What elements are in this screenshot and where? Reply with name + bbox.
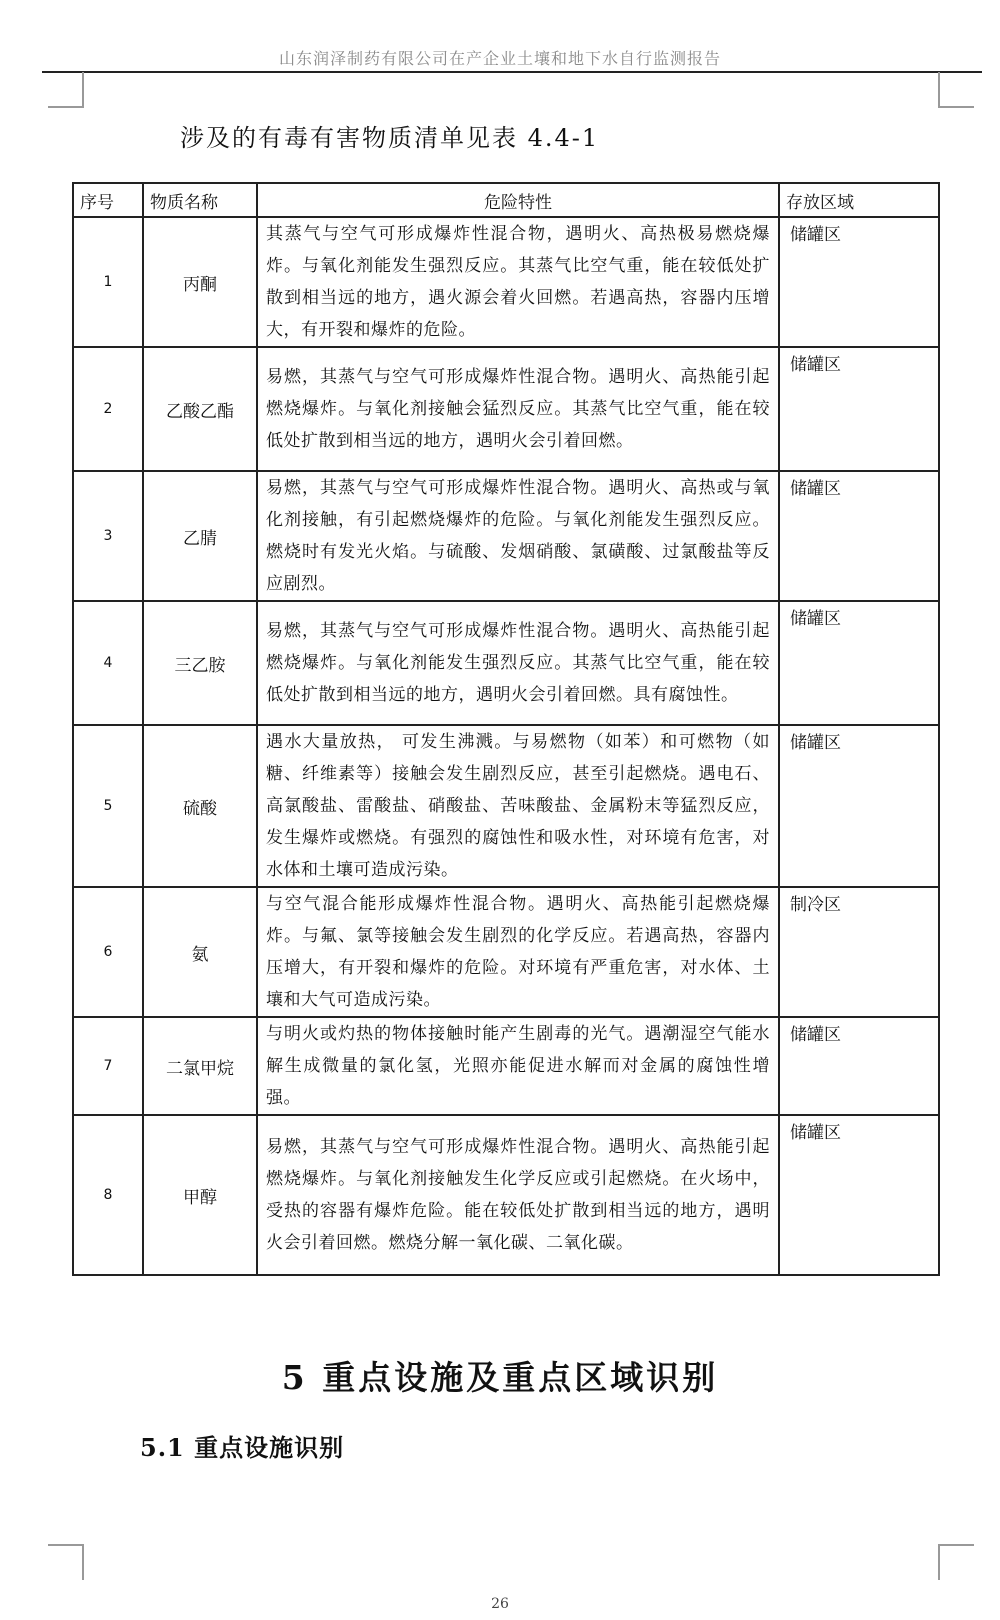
substance-name: 三乙胺: [143, 601, 257, 725]
hazard-description: 易燃，其蒸气与空气可形成爆炸性混合物。遇明火、高热能引起燃烧爆炸。与氧化剂能发生强烈反应。其蒸气比空气重，能在较低处扩散到相当远的地方，遇明火会引着回燃。具有腐蚀性。: [257, 601, 779, 725]
hazard-description: 与空气混合能形成爆炸性混合物。遇明火、高热能引起燃烧爆炸。与氟、氯等接触会发生剧烈的化学反应。若遇高热，容器内压增大，有开裂和爆炸的危险。对环境有严重危害，对水体、土壤和大气可造成污染。: [257, 887, 779, 1017]
header-storage-area: 存放区域: [779, 183, 939, 217]
hazard-description: 其蒸气与空气可形成爆炸性混合物，遇明火、高热极易燃烧爆炸。与氧化剂能发生强烈反应。其蒸气比空气重，能在较低处扩散到相当远的地方，遇火源会着火回燃。若遇高热，容器内压增大，有开裂和爆炸的危险。: [257, 217, 779, 347]
row-number: 6: [73, 887, 143, 1017]
table-row: [73, 601, 939, 725]
substance-name: 氨: [143, 887, 257, 1017]
hazard-description: 易燃，其蒸气与空气可形成爆炸性混合物。遇明火、高热能引起燃烧爆炸。与氧化剂接触会猛烈反应。其蒸气比空气重，能在较低处扩散到相当远的地方，遇明火会引着回燃。: [257, 347, 779, 471]
table-row: [73, 347, 939, 471]
hazard-description: 易燃，其蒸气与空气可形成爆炸性混合物。遇明火、高热或与氧化剂接触，有引起燃烧爆炸的危险。与氧化剂能发生强烈反应。燃烧时有发光火焰。与硫酸、发烟硝酸、氯磺酸、过氯酸盐等反应剧烈。: [257, 471, 779, 601]
row-number: 5: [73, 725, 143, 887]
storage-area: 储罐区: [779, 471, 939, 601]
table-row: [73, 887, 939, 1017]
hazard-description: 与明火或灼热的物体接触时能产生剧毒的光气。遇潮湿空气能水解生成微量的氯化氢，光照亦能促进水解而对金属的腐蚀性增强。: [257, 1017, 779, 1115]
crop-mark-top-right: [938, 72, 974, 108]
row-number: 3: [73, 471, 143, 601]
substance-name: 丙酮: [143, 217, 257, 347]
crop-mark-top-left: [48, 72, 84, 108]
table-row: [73, 1017, 939, 1115]
substance-name: 甲醇: [143, 1115, 257, 1275]
table-header-row: [73, 183, 939, 217]
table-intro-text: 涉及的有毒有害物质清单见表 4.4-1: [180, 124, 600, 152]
substance-name: 乙腈: [143, 471, 257, 601]
row-number: 8: [73, 1115, 143, 1275]
crop-mark-bottom-right: [938, 1544, 974, 1580]
substance-name: 硫酸: [143, 725, 257, 887]
table-row: [73, 471, 939, 601]
storage-area: 储罐区: [779, 347, 939, 471]
table-row: [73, 725, 939, 887]
storage-area: 储罐区: [779, 601, 939, 725]
table-row: [73, 1115, 939, 1275]
storage-area: 储罐区: [779, 217, 939, 347]
row-number: 1: [73, 217, 143, 347]
header-number: 序号: [73, 183, 143, 217]
header-rule: [42, 71, 982, 73]
crop-mark-bottom-left: [48, 1544, 84, 1580]
storage-area: 储罐区: [779, 725, 939, 887]
hazard-description: 遇水大量放热， 可发生沸溅。与易燃物（如苯）和可燃物（如糖、纤维素等）接触会发生剧烈反应，甚至引起燃烧。遇电石、高氯酸盐、雷酸盐、硝酸盐、苦味酸盐、金属粉末等猛烈反应，发生爆炸或燃烧。有强烈的腐蚀性和吸水性，对环境有危害，对水体和土壤可造成污染。: [257, 725, 779, 887]
substance-name: 乙酸乙酯: [143, 347, 257, 471]
row-number: 2: [73, 347, 143, 471]
section-heading: 5 重点设施及重点区域识别: [281, 1358, 719, 1397]
storage-area: 储罐区: [779, 1115, 939, 1275]
storage-area: 制冷区: [779, 887, 939, 1017]
header-hazard-characteristics: 危险特性: [257, 183, 779, 217]
storage-area: 储罐区: [779, 1017, 939, 1115]
hazardous-substances-table: [72, 182, 940, 1276]
running-header: 山东润泽制药有限公司在产企业土壤和地下水自行监测报告: [278, 49, 721, 68]
header-substance-name: 物质名称: [143, 183, 257, 217]
hazard-description: 易燃，其蒸气与空气可形成爆炸性混合物。遇明火、高热能引起燃烧爆炸。与氧化剂接触发生化学反应或引起燃烧。在火场中，受热的容器有爆炸危险。能在较低处扩散到相当远的地方，遇明火会引着回燃。燃烧分解一氧化碳、二氧化碳。: [257, 1115, 779, 1275]
table-row: [73, 217, 939, 347]
row-number: 7: [73, 1017, 143, 1115]
row-number: 4: [73, 601, 143, 725]
substance-name: 二氯甲烷: [143, 1017, 257, 1115]
subsection-heading: 5.1 重点设施识别: [140, 1433, 345, 1462]
page-number: 26: [491, 1596, 509, 1612]
